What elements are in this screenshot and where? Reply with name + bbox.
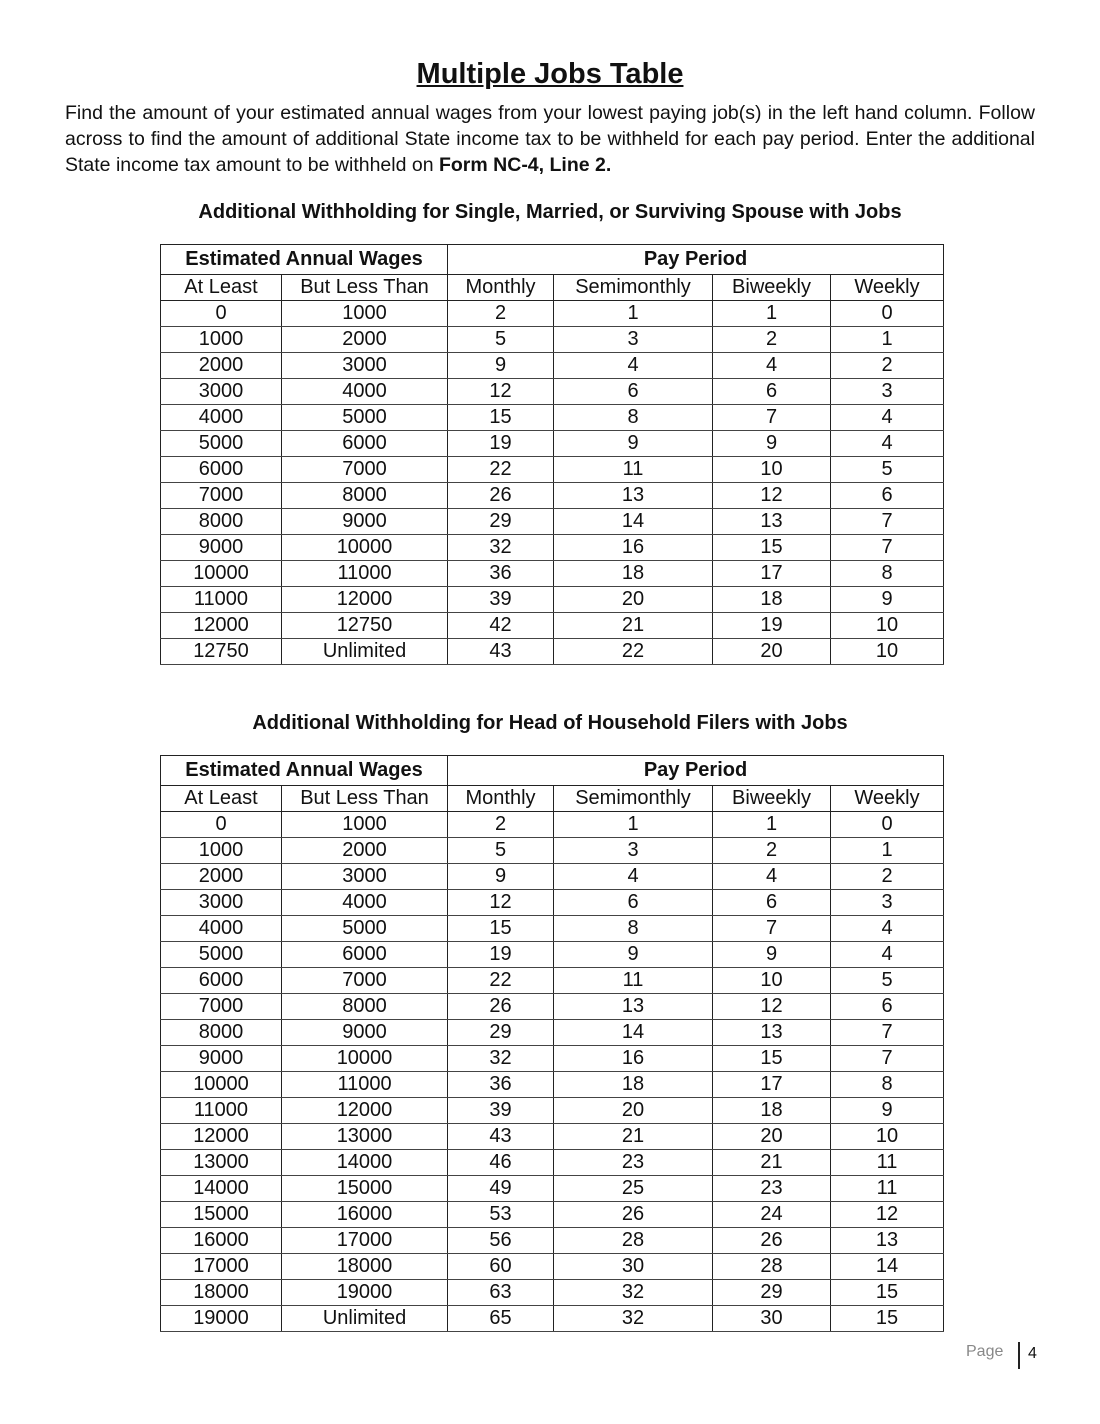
cell-semimonthly: 13 <box>554 994 713 1020</box>
cell-at-least: 7000 <box>161 483 282 509</box>
cell-but-less-than: 5000 <box>282 916 448 942</box>
cell-biweekly: 2 <box>713 838 831 864</box>
cell-at-least: 8000 <box>161 1020 282 1046</box>
table-row <box>161 301 944 327</box>
table-row <box>161 838 944 864</box>
cell-but-less-than: 9000 <box>282 509 448 535</box>
cell-but-less-than: 18000 <box>282 1254 448 1280</box>
cell-at-least: 14000 <box>161 1176 282 1202</box>
cell-biweekly: 13 <box>713 509 831 535</box>
cell-at-least: 9000 <box>161 535 282 561</box>
cell-semimonthly: 26 <box>554 1202 713 1228</box>
cell-monthly: 29 <box>448 1020 554 1046</box>
cell-weekly: 15 <box>831 1306 944 1332</box>
col-header-semimonthly: Semimonthly <box>554 275 713 301</box>
table-row <box>161 379 944 405</box>
table-row <box>161 1254 944 1280</box>
cell-weekly: 4 <box>831 942 944 968</box>
col-header-weekly: Weekly <box>831 786 944 812</box>
cell-weekly: 4 <box>831 916 944 942</box>
cell-semimonthly: 32 <box>554 1306 713 1332</box>
cell-semimonthly: 9 <box>554 431 713 457</box>
cell-at-least: 8000 <box>161 509 282 535</box>
cell-monthly: 56 <box>448 1228 554 1254</box>
col-header-but-less-than: But Less Than <box>282 786 448 812</box>
withholding-table-head-of-household <box>160 755 944 1332</box>
cell-at-least: 6000 <box>161 968 282 994</box>
cell-biweekly: 12 <box>713 994 831 1020</box>
cell-biweekly: 2 <box>713 327 831 353</box>
cell-at-least: 12000 <box>161 1124 282 1150</box>
table-row <box>161 1202 944 1228</box>
cell-but-less-than: 12000 <box>282 587 448 613</box>
cell-semimonthly: 8 <box>554 405 713 431</box>
cell-weekly: 6 <box>831 483 944 509</box>
table-row <box>161 1124 944 1150</box>
cell-at-least: 7000 <box>161 994 282 1020</box>
cell-at-least: 6000 <box>161 457 282 483</box>
cell-monthly: 43 <box>448 639 554 665</box>
cell-but-less-than: 15000 <box>282 1176 448 1202</box>
cell-at-least: 12750 <box>161 639 282 665</box>
cell-weekly: 2 <box>831 864 944 890</box>
cell-but-less-than: 3000 <box>282 353 448 379</box>
cell-at-least: 13000 <box>161 1150 282 1176</box>
cell-but-less-than: 16000 <box>282 1202 448 1228</box>
group-header-wages: Estimated Annual Wages <box>161 245 448 275</box>
table-row <box>161 1150 944 1176</box>
cell-semimonthly: 21 <box>554 613 713 639</box>
table1-body <box>161 301 944 665</box>
cell-but-less-than: 6000 <box>282 431 448 457</box>
cell-biweekly: 12 <box>713 483 831 509</box>
cell-biweekly: 17 <box>713 561 831 587</box>
cell-but-less-than: 4000 <box>282 890 448 916</box>
cell-but-less-than: 8000 <box>282 994 448 1020</box>
cell-biweekly: 9 <box>713 431 831 457</box>
cell-weekly: 5 <box>831 968 944 994</box>
cell-semimonthly: 16 <box>554 535 713 561</box>
instructions-paragraph <box>65 100 1035 178</box>
table-row <box>161 587 944 613</box>
cell-biweekly: 7 <box>713 405 831 431</box>
cell-biweekly: 4 <box>713 353 831 379</box>
cell-monthly: 22 <box>448 968 554 994</box>
cell-semimonthly: 32 <box>554 1280 713 1306</box>
cell-weekly: 1 <box>831 327 944 353</box>
table-row <box>161 1280 944 1306</box>
cell-at-least: 4000 <box>161 916 282 942</box>
cell-at-least: 12000 <box>161 613 282 639</box>
cell-semimonthly: 21 <box>554 1124 713 1150</box>
table-row <box>161 812 944 838</box>
cell-at-least: 2000 <box>161 353 282 379</box>
cell-semimonthly: 1 <box>554 812 713 838</box>
table-row <box>161 639 944 665</box>
cell-biweekly: 20 <box>713 639 831 665</box>
cell-biweekly: 1 <box>713 812 831 838</box>
cell-weekly: 0 <box>831 812 944 838</box>
cell-biweekly: 10 <box>713 968 831 994</box>
instructions-form-reference: Form NC-4, Line 2. <box>438 154 612 176</box>
table-row <box>161 405 944 431</box>
table-row <box>161 1176 944 1202</box>
cell-weekly: 7 <box>831 1020 944 1046</box>
table-row <box>161 864 944 890</box>
cell-semimonthly: 23 <box>554 1150 713 1176</box>
cell-weekly: 10 <box>831 613 944 639</box>
cell-monthly: 29 <box>448 509 554 535</box>
cell-semimonthly: 22 <box>554 639 713 665</box>
cell-but-less-than: 10000 <box>282 1046 448 1072</box>
cell-monthly: 42 <box>448 613 554 639</box>
cell-biweekly: 19 <box>713 613 831 639</box>
cell-semimonthly: 6 <box>554 379 713 405</box>
cell-biweekly: 24 <box>713 1202 831 1228</box>
cell-monthly: 36 <box>448 561 554 587</box>
cell-at-least: 1000 <box>161 838 282 864</box>
cell-but-less-than: 8000 <box>282 483 448 509</box>
cell-weekly: 8 <box>831 1072 944 1098</box>
cell-at-least: 3000 <box>161 379 282 405</box>
cell-weekly: 15 <box>831 1280 944 1306</box>
cell-semimonthly: 3 <box>554 838 713 864</box>
cell-at-least: 4000 <box>161 405 282 431</box>
cell-weekly: 8 <box>831 561 944 587</box>
cell-but-less-than: 12750 <box>282 613 448 639</box>
cell-semimonthly: 20 <box>554 1098 713 1124</box>
cell-biweekly: 13 <box>713 1020 831 1046</box>
cell-weekly: 5 <box>831 457 944 483</box>
cell-at-least: 11000 <box>161 587 282 613</box>
cell-but-less-than: 17000 <box>282 1228 448 1254</box>
table-row <box>161 509 944 535</box>
cell-biweekly: 10 <box>713 457 831 483</box>
cell-but-less-than: 2000 <box>282 838 448 864</box>
cell-weekly: 12 <box>831 1202 944 1228</box>
cell-monthly: 39 <box>448 1098 554 1124</box>
cell-at-least: 16000 <box>161 1228 282 1254</box>
cell-weekly: 11 <box>831 1150 944 1176</box>
cell-semimonthly: 4 <box>554 864 713 890</box>
cell-monthly: 60 <box>448 1254 554 1280</box>
cell-semimonthly: 18 <box>554 561 713 587</box>
withholding-table-single-married <box>160 244 944 665</box>
cell-but-less-than: 19000 <box>282 1280 448 1306</box>
col-header-at-least: At Least <box>161 275 282 301</box>
cell-semimonthly: 6 <box>554 890 713 916</box>
cell-semimonthly: 14 <box>554 1020 713 1046</box>
table-row <box>161 535 944 561</box>
page-label: Page <box>966 1343 1004 1360</box>
cell-monthly: 36 <box>448 1072 554 1098</box>
cell-at-least: 18000 <box>161 1280 282 1306</box>
cell-biweekly: 21 <box>713 1150 831 1176</box>
cell-biweekly: 20 <box>713 1124 831 1150</box>
cell-but-less-than: 1000 <box>282 301 448 327</box>
cell-weekly: 11 <box>831 1176 944 1202</box>
cell-weekly: 3 <box>831 890 944 916</box>
cell-monthly: 12 <box>448 379 554 405</box>
table-row <box>161 1072 944 1098</box>
cell-monthly: 19 <box>448 431 554 457</box>
table2-body <box>161 812 944 1332</box>
cell-weekly: 10 <box>831 1124 944 1150</box>
cell-at-least: 0 <box>161 812 282 838</box>
cell-monthly: 5 <box>448 838 554 864</box>
cell-semimonthly: 11 <box>554 457 713 483</box>
table-row <box>161 327 944 353</box>
table-row <box>161 613 944 639</box>
cell-monthly: 9 <box>448 353 554 379</box>
group-header-wages: Estimated Annual Wages <box>161 756 448 786</box>
cell-semimonthly: 28 <box>554 1228 713 1254</box>
cell-semimonthly: 11 <box>554 968 713 994</box>
cell-biweekly: 26 <box>713 1228 831 1254</box>
col-header-biweekly: Biweekly <box>713 275 831 301</box>
cell-but-less-than: 2000 <box>282 327 448 353</box>
cell-weekly: 9 <box>831 587 944 613</box>
cell-but-less-than: 3000 <box>282 864 448 890</box>
cell-biweekly: 15 <box>713 535 831 561</box>
group-header-pay-period: Pay Period <box>448 756 944 786</box>
cell-at-least: 17000 <box>161 1254 282 1280</box>
cell-at-least: 5000 <box>161 431 282 457</box>
cell-weekly: 1 <box>831 838 944 864</box>
cell-at-least: 9000 <box>161 1046 282 1072</box>
cell-but-less-than: Unlimited <box>282 639 448 665</box>
cell-biweekly: 15 <box>713 1046 831 1072</box>
cell-monthly: 32 <box>448 1046 554 1072</box>
table-row <box>161 994 944 1020</box>
cell-weekly: 10 <box>831 639 944 665</box>
cell-semimonthly: 16 <box>554 1046 713 1072</box>
cell-biweekly: 9 <box>713 942 831 968</box>
page-number: 4 <box>1028 1345 1037 1362</box>
cell-at-least: 19000 <box>161 1306 282 1332</box>
cell-biweekly: 17 <box>713 1072 831 1098</box>
cell-weekly: 7 <box>831 535 944 561</box>
cell-weekly: 7 <box>831 1046 944 1072</box>
cell-at-least: 1000 <box>161 327 282 353</box>
cell-monthly: 2 <box>448 301 554 327</box>
table-row <box>161 890 944 916</box>
cell-biweekly: 6 <box>713 890 831 916</box>
cell-biweekly: 6 <box>713 379 831 405</box>
page-divider <box>1018 1342 1020 1369</box>
group-header-pay-period: Pay Period <box>448 245 944 275</box>
col-header-semimonthly: Semimonthly <box>554 786 713 812</box>
col-header-but-less-than: But Less Than <box>282 275 448 301</box>
cell-monthly: 19 <box>448 942 554 968</box>
table-row <box>161 1046 944 1072</box>
cell-but-less-than: 13000 <box>282 1124 448 1150</box>
cell-monthly: 32 <box>448 535 554 561</box>
cell-monthly: 39 <box>448 587 554 613</box>
cell-biweekly: 4 <box>713 864 831 890</box>
cell-but-less-than: 9000 <box>282 1020 448 1046</box>
table2-caption: Additional Withholding for Head of Household Filers with Jobs <box>252 712 848 734</box>
cell-semimonthly: 13 <box>554 483 713 509</box>
cell-semimonthly: 4 <box>554 353 713 379</box>
table-row <box>161 457 944 483</box>
cell-weekly: 7 <box>831 509 944 535</box>
cell-monthly: 2 <box>448 812 554 838</box>
cell-but-less-than: 11000 <box>282 561 448 587</box>
cell-monthly: 26 <box>448 483 554 509</box>
cell-weekly: 4 <box>831 431 944 457</box>
cell-weekly: 14 <box>831 1254 944 1280</box>
table1-caption: Additional Withholding for Single, Married, or Surviving Spouse with Jobs <box>198 201 902 223</box>
cell-biweekly: 30 <box>713 1306 831 1332</box>
cell-weekly: 6 <box>831 994 944 1020</box>
table-row <box>161 483 944 509</box>
cell-monthly: 63 <box>448 1280 554 1306</box>
cell-biweekly: 1 <box>713 301 831 327</box>
cell-weekly: 13 <box>831 1228 944 1254</box>
cell-weekly: 9 <box>831 1098 944 1124</box>
table-row <box>161 1098 944 1124</box>
cell-but-less-than: 10000 <box>282 535 448 561</box>
cell-biweekly: 23 <box>713 1176 831 1202</box>
cell-but-less-than: 11000 <box>282 1072 448 1098</box>
cell-semimonthly: 18 <box>554 1072 713 1098</box>
cell-biweekly: 18 <box>713 1098 831 1124</box>
cell-at-least: 0 <box>161 301 282 327</box>
cell-semimonthly: 3 <box>554 327 713 353</box>
cell-monthly: 12 <box>448 890 554 916</box>
cell-semimonthly: 30 <box>554 1254 713 1280</box>
cell-biweekly: 28 <box>713 1254 831 1280</box>
cell-weekly: 3 <box>831 379 944 405</box>
cell-monthly: 26 <box>448 994 554 1020</box>
col-header-monthly: Monthly <box>448 275 554 301</box>
cell-monthly: 43 <box>448 1124 554 1150</box>
cell-but-less-than: 5000 <box>282 405 448 431</box>
cell-at-least: 11000 <box>161 1098 282 1124</box>
cell-monthly: 15 <box>448 405 554 431</box>
table-row <box>161 916 944 942</box>
cell-but-less-than: 12000 <box>282 1098 448 1124</box>
cell-but-less-than: 4000 <box>282 379 448 405</box>
page-title: Multiple Jobs Table <box>416 58 684 90</box>
table-row <box>161 353 944 379</box>
cell-monthly: 5 <box>448 327 554 353</box>
cell-weekly: 2 <box>831 353 944 379</box>
cell-monthly: 22 <box>448 457 554 483</box>
cell-but-less-than: 7000 <box>282 968 448 994</box>
cell-monthly: 65 <box>448 1306 554 1332</box>
cell-semimonthly: 20 <box>554 587 713 613</box>
cell-at-least: 2000 <box>161 864 282 890</box>
cell-at-least: 15000 <box>161 1202 282 1228</box>
table-row <box>161 1228 944 1254</box>
cell-semimonthly: 8 <box>554 916 713 942</box>
cell-monthly: 9 <box>448 864 554 890</box>
table-row <box>161 1306 944 1332</box>
table-row <box>161 1020 944 1046</box>
cell-semimonthly: 14 <box>554 509 713 535</box>
cell-weekly: 4 <box>831 405 944 431</box>
cell-monthly: 53 <box>448 1202 554 1228</box>
cell-at-least: 10000 <box>161 1072 282 1098</box>
table-row <box>161 561 944 587</box>
cell-monthly: 15 <box>448 916 554 942</box>
cell-weekly: 0 <box>831 301 944 327</box>
cell-biweekly: 7 <box>713 916 831 942</box>
cell-but-less-than: 14000 <box>282 1150 448 1176</box>
col-header-monthly: Monthly <box>448 786 554 812</box>
cell-at-least: 5000 <box>161 942 282 968</box>
table-row <box>161 942 944 968</box>
table-row <box>161 431 944 457</box>
cell-but-less-than: 7000 <box>282 457 448 483</box>
instructions-text: Find the amount of your estimated annual wages from your lowest paying job(s) in the left hand column. Follow across to find the amount of additional State income tax to be withheld for each pay period. Enter the additional State income tax amount to be withheld on <box>65 102 1035 176</box>
cell-but-less-than: 6000 <box>282 942 448 968</box>
cell-at-least: 3000 <box>161 890 282 916</box>
cell-semimonthly: 9 <box>554 942 713 968</box>
cell-semimonthly: 25 <box>554 1176 713 1202</box>
cell-semimonthly: 1 <box>554 301 713 327</box>
cell-biweekly: 29 <box>713 1280 831 1306</box>
cell-at-least: 10000 <box>161 561 282 587</box>
cell-monthly: 49 <box>448 1176 554 1202</box>
col-header-biweekly: Biweekly <box>713 786 831 812</box>
col-header-weekly: Weekly <box>831 275 944 301</box>
col-header-at-least: At Least <box>161 786 282 812</box>
cell-but-less-than: Unlimited <box>282 1306 448 1332</box>
cell-but-less-than: 1000 <box>282 812 448 838</box>
table-row <box>161 968 944 994</box>
cell-monthly: 46 <box>448 1150 554 1176</box>
cell-biweekly: 18 <box>713 587 831 613</box>
